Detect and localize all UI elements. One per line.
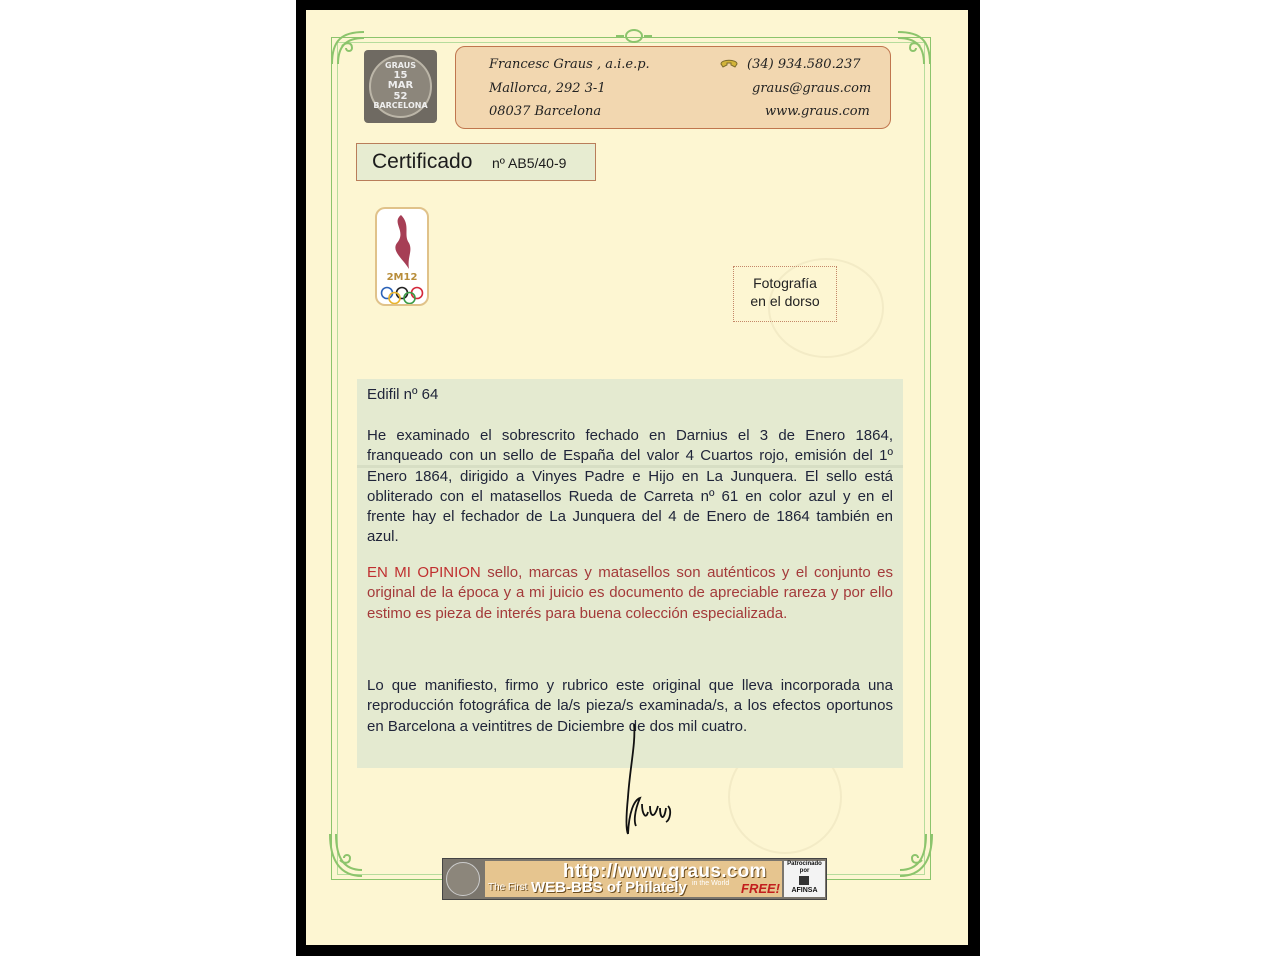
issuer-website[interactable]: www.graus.com [765, 104, 870, 119]
edifil-reference: Edifil nº 64 [367, 386, 439, 403]
banner-web-bbs: WEB-BBS of Philately [531, 879, 687, 896]
issuer-city: 08037 Barcelona [489, 104, 602, 119]
corner-ornament-icon [894, 28, 934, 68]
photo-note-box [733, 266, 837, 322]
banner-url[interactable]: http://www.graus.com [563, 861, 767, 882]
contact-header [455, 46, 891, 129]
seal-text: BARCELONA [373, 101, 428, 111]
issuer-address: Mallorca, 292 3-1 [489, 81, 606, 96]
photo-note-line: Fotografía [753, 275, 817, 291]
corner-ornament-icon [328, 28, 368, 68]
banner-free: FREE! [741, 881, 780, 896]
opinion-paragraph [367, 563, 893, 624]
sponsor-badge [784, 861, 825, 897]
seal-text: GRAUS [385, 61, 416, 71]
banner-first: The First [488, 882, 528, 893]
seal-text: 52 [393, 90, 408, 102]
issuer-email[interactable]: graus@graus.com [752, 81, 872, 96]
certificate-number: nº AB5/40-9 [492, 155, 567, 171]
corner-ornament-icon [326, 830, 366, 882]
photo-note-line: en el dorso [750, 293, 820, 309]
seal-text: 15 [393, 69, 408, 81]
graus-seal-logo [364, 50, 437, 123]
banner-seal-icon [446, 862, 480, 896]
olympic-logo [375, 207, 429, 306]
olympic-rings-icon [377, 286, 429, 304]
issuer-phone: (34) 934.580.237 [747, 57, 861, 72]
phone-icon [719, 56, 739, 70]
afinsa-icon [799, 876, 809, 885]
banner-main [485, 861, 782, 897]
seal-text: MAR [387, 80, 414, 92]
sponsor-label: por [799, 868, 810, 874]
certificate-title: Certificado [372, 150, 473, 173]
sponsor-name: AFINSA [791, 887, 818, 894]
opinion-lead: EN MI OPINION [367, 564, 481, 581]
closing-paragraph: Lo que manifiesto, firmo y rubrico este original que lleva incorporada una reproducción fotográfica de la/s pieza/s examinada/s, a los efectos oportunos en Barcelona a veintitres de Diciembre de dos mil cuatro. [367, 677, 893, 735]
seal-circle [369, 55, 432, 118]
issuer-name: Francesc Graus , a.i.e.p. [489, 57, 650, 72]
opinion-text: sello, marcas y matasellos son auténticos y el conjunto es original de la época y a mi juicio es documento de apreciable rareza y por ello estimo es pieza de interés para buena colección especializada. [367, 564, 893, 622]
flame-icon [387, 213, 419, 271]
top-ornament-icon [614, 27, 654, 45]
sponsor-label: Patrocinado [787, 861, 822, 867]
certificate-title-box [356, 143, 596, 181]
corner-ornament-icon [896, 830, 936, 882]
examination-paragraph: He examinado el sobrescrito fechado en Darnius el 3 de Enero 1864, franqueado con un sello de España del valor 4 Cuartos rojo, emisión del 1º Enero 1864, dirigido a Vinyes Padre e Hijo en La Junquera. El sello está obliterado con el matasellos Rueda de Carreta nº 61 en color azul y en el frente hay el fechador de La Junquera del 4 de Enero de 1864 también en azul. [367, 427, 893, 546]
banner-in-world: in the World [692, 880, 730, 887]
logo-text: 2M12 [386, 272, 418, 283]
graus-web-banner[interactable] [442, 858, 827, 900]
handwritten-signature [620, 722, 682, 837]
